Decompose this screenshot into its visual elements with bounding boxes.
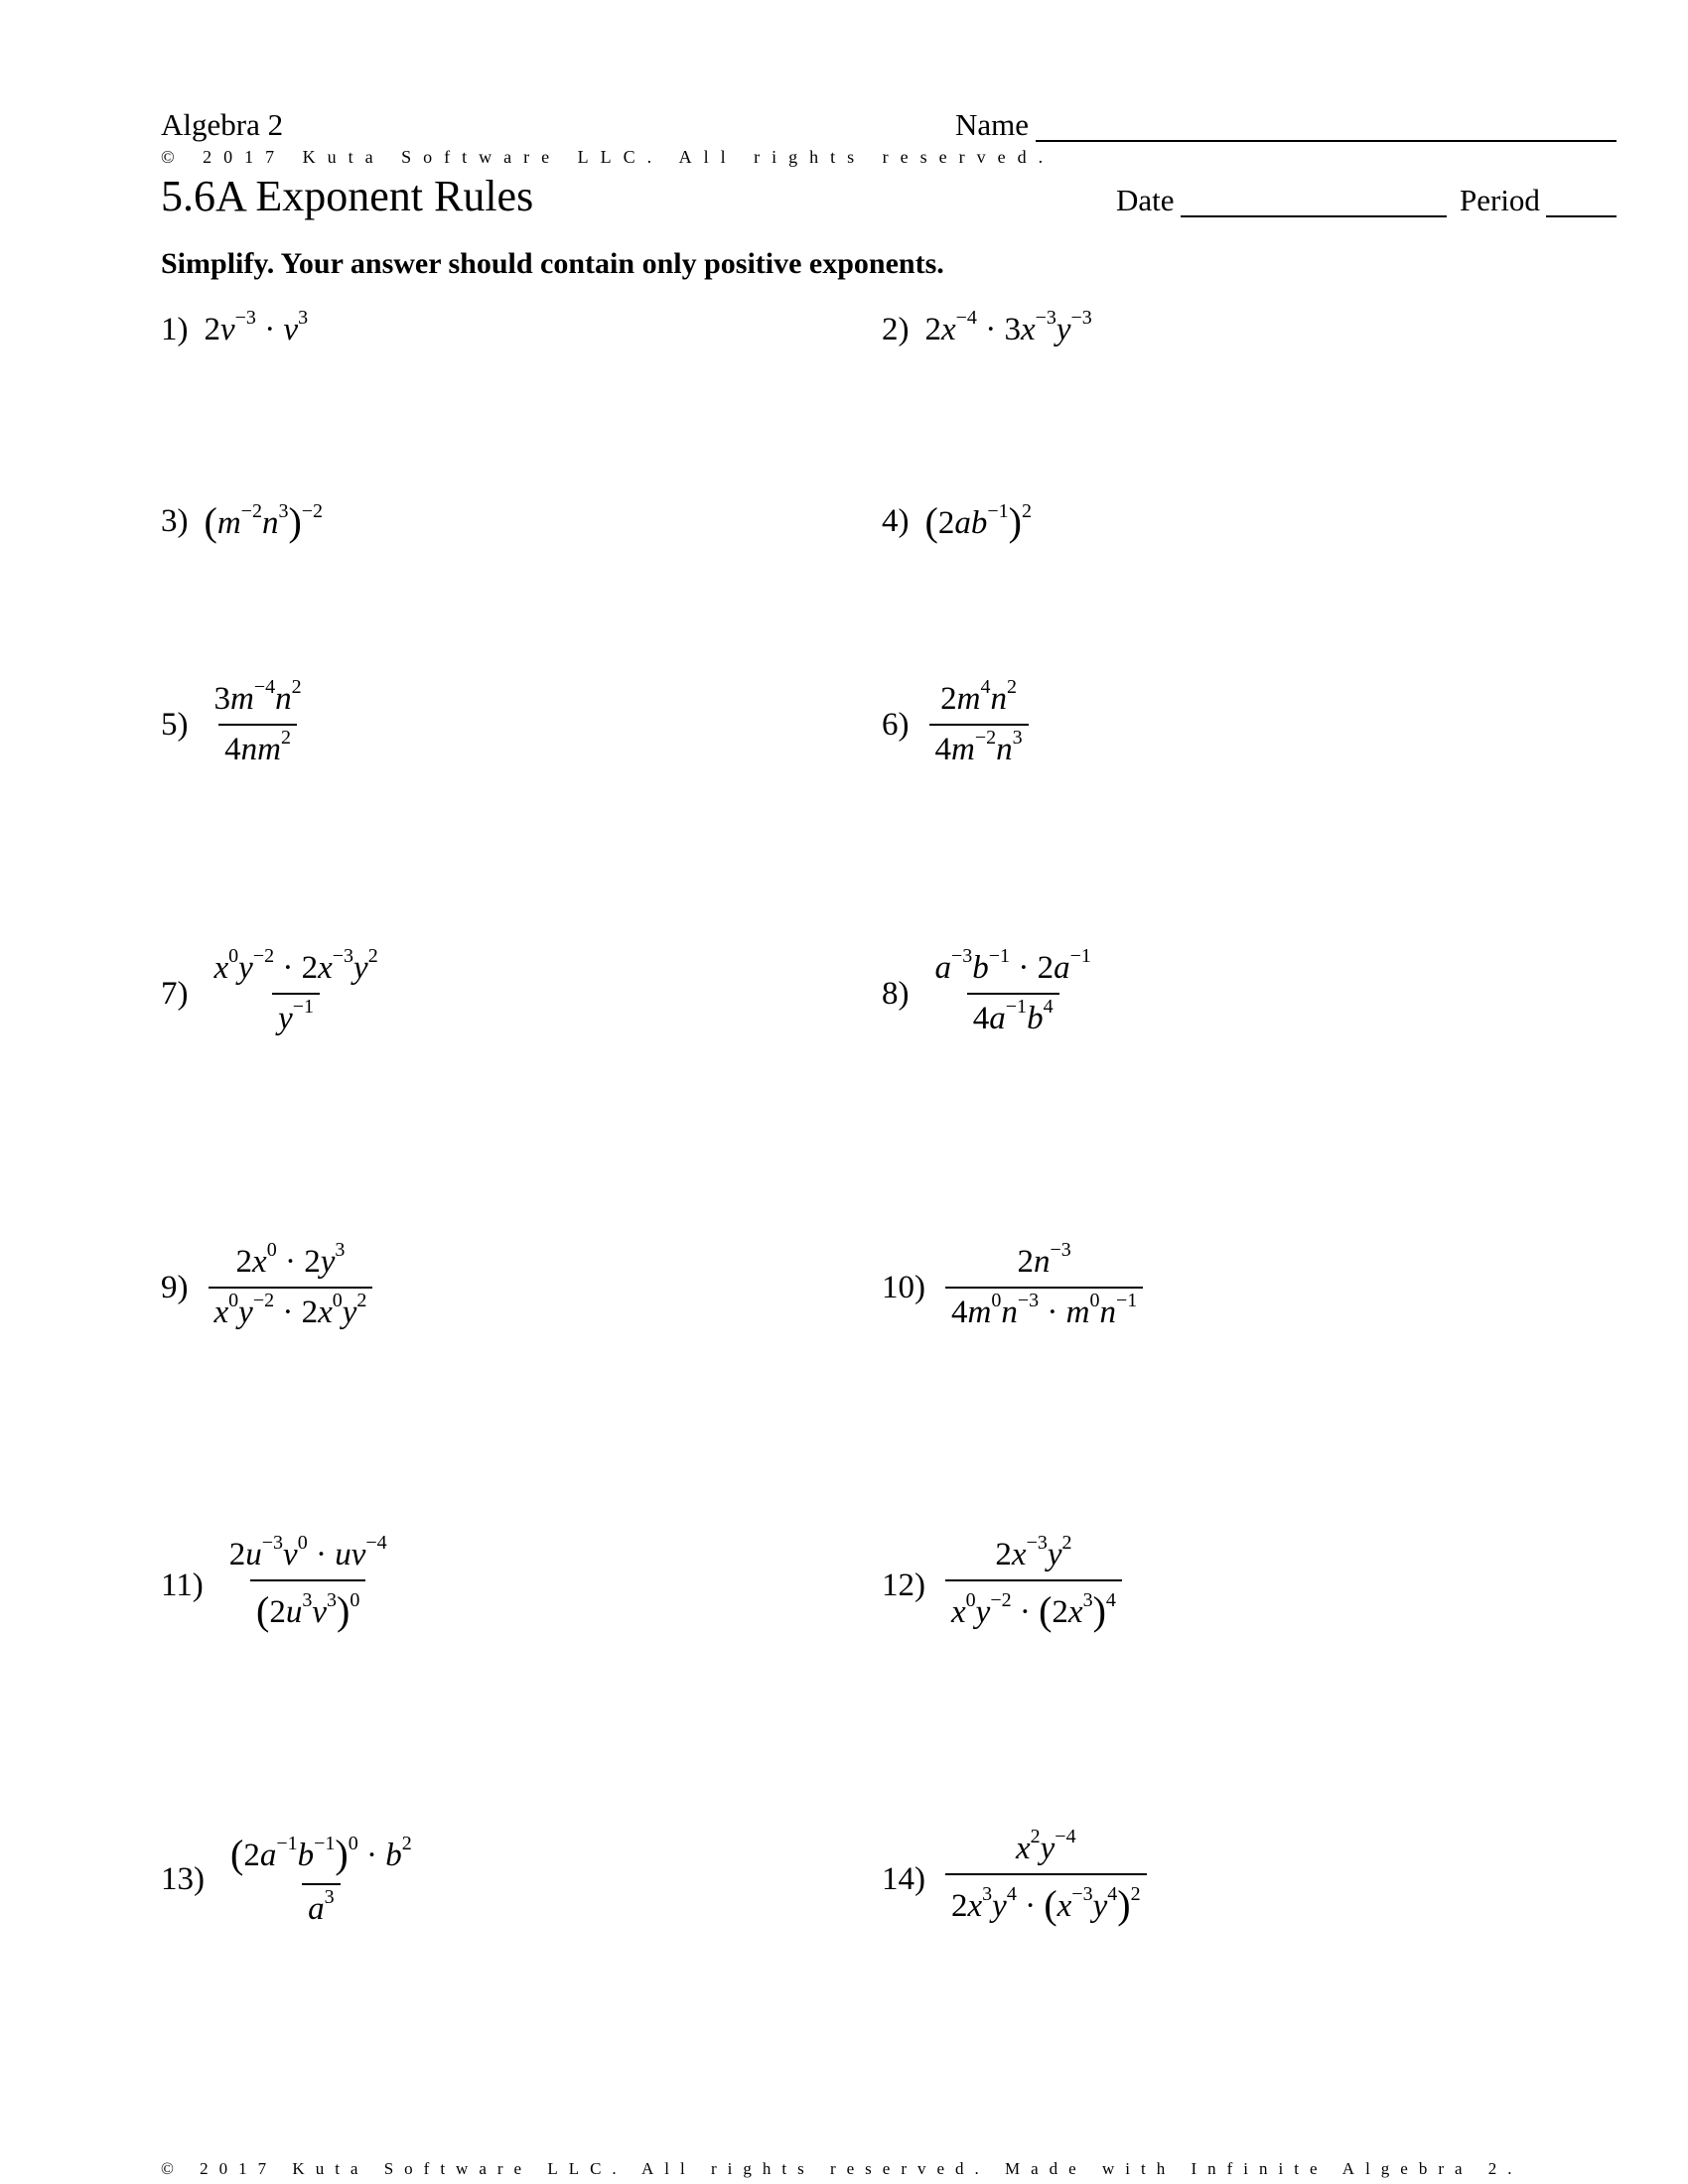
problem-number: 8) [882, 975, 910, 1012]
numerator: $x^0y^{-2} \cdot 2x^{-3}y^2$ [213, 945, 378, 986]
problem-number: 4) [882, 503, 910, 539]
numerator: $2u^{-3}v^0 \cdot uv^{-4}$ [228, 1532, 387, 1572]
problem-7 [161, 945, 384, 1037]
numerator: $3m^{-4}n^2$ [213, 676, 302, 717]
problem-number: 10) [882, 1269, 925, 1305]
fraction-expression [945, 1532, 1122, 1634]
numerator: $2m^4n^2$ [940, 676, 1017, 717]
problem-number: 1) [161, 312, 189, 347]
denominator: $4m^0n^{-3} \cdot m^0n^{-1}$ [945, 1287, 1143, 1331]
problem-2 [882, 307, 1092, 348]
fraction-expression [224, 1831, 418, 1928]
numerator: $a^{-3}b^{-1} \cdot 2a^{-1}$ [934, 945, 1091, 986]
problem-11 [161, 1532, 393, 1634]
name-label: Name [955, 107, 1030, 142]
problem-10 [882, 1239, 1143, 1331]
problem-number: 11) [161, 1567, 204, 1603]
problem-8 [882, 945, 1097, 1037]
date-field[interactable] [1181, 215, 1447, 217]
problem-3 [161, 498, 323, 545]
problem-number: 5) [161, 706, 189, 743]
problem-5 [161, 676, 308, 768]
problem-number: 6) [882, 706, 910, 743]
problem-number: 7) [161, 975, 189, 1012]
fraction-expression [209, 1239, 373, 1331]
denominator: $x^0y^{-2} \cdot (2x^3)^4$ [945, 1579, 1122, 1634]
problem-1 [161, 307, 309, 348]
problem-number: 2) [882, 312, 910, 347]
fraction-expression [929, 945, 1097, 1037]
period-field[interactable] [1546, 215, 1617, 217]
problem-12 [882, 1532, 1122, 1634]
course-name: Algebra 2 [161, 107, 284, 142]
expression: $(2ab^{-1})^2$ [924, 499, 1032, 544]
name-field[interactable] [1036, 140, 1617, 142]
problem-number: 9) [161, 1269, 189, 1305]
problem-number: 12) [882, 1567, 925, 1603]
period-label: Period [1460, 183, 1540, 217]
numerator: $(2a^{-1}b^{-1})^0 \cdot b^2$ [230, 1832, 412, 1876]
expression: $2x^{-4} \cdot 3x^{-3}y^{-3}$ [924, 307, 1092, 347]
problem-number: 14) [882, 1860, 925, 1897]
worksheet-title: 5.6A Exponent Rules [161, 172, 534, 220]
instructions: Simplify. Your answer should contain only positive exponents. [161, 247, 944, 280]
fraction-expression [929, 676, 1029, 768]
denominator: $2x^3y^4 \cdot (x^{-3}y^4)^2$ [945, 1873, 1147, 1928]
denominator: $4a^{-1}b^4$ [967, 993, 1059, 1037]
denominator: $x^0y^{-2} \cdot 2x^0y^2$ [209, 1287, 373, 1331]
problem-14 [882, 1826, 1147, 1928]
denominator: $4nm^2$ [218, 724, 297, 768]
numerator: $2n^{-3}$ [1017, 1239, 1071, 1280]
problem-number: 3) [161, 503, 189, 539]
fraction-expression [945, 1239, 1143, 1331]
copyright-footer: © 2017 Kuta Software LLC. All rights reserved. Made with Infinite Algebra 2. [161, 2159, 1523, 2178]
denominator: $4m^{-2}n^3$ [929, 724, 1029, 768]
fraction-expression [945, 1826, 1147, 1928]
copyright-top: © 2017 Kuta Software LLC. All rights reserved. [161, 147, 1055, 167]
date-label: Date [1116, 183, 1175, 217]
numerator: $2x^0 \cdot 2y^3$ [235, 1239, 346, 1280]
problem-4 [882, 498, 1032, 545]
denominator: $(2u^3v^3)^0$ [250, 1579, 365, 1634]
numerator: $x^2y^{-4}$ [1015, 1826, 1076, 1866]
denominator: $a^3$ [302, 1883, 341, 1928]
fraction-expression [209, 945, 384, 1037]
fraction-expression [209, 676, 308, 768]
problem-number: 13) [161, 1860, 205, 1897]
expression: $2v^{-3} \cdot v^3$ [204, 307, 309, 347]
problem-9 [161, 1239, 372, 1331]
fraction-expression [223, 1532, 393, 1634]
expression: $(m^{-2}n^3)^{-2}$ [204, 499, 324, 544]
numerator: $2x^{-3}y^2$ [995, 1532, 1072, 1572]
denominator: $y^{-1}$ [272, 993, 320, 1037]
problem-13 [161, 1831, 418, 1928]
problem-6 [882, 676, 1029, 768]
